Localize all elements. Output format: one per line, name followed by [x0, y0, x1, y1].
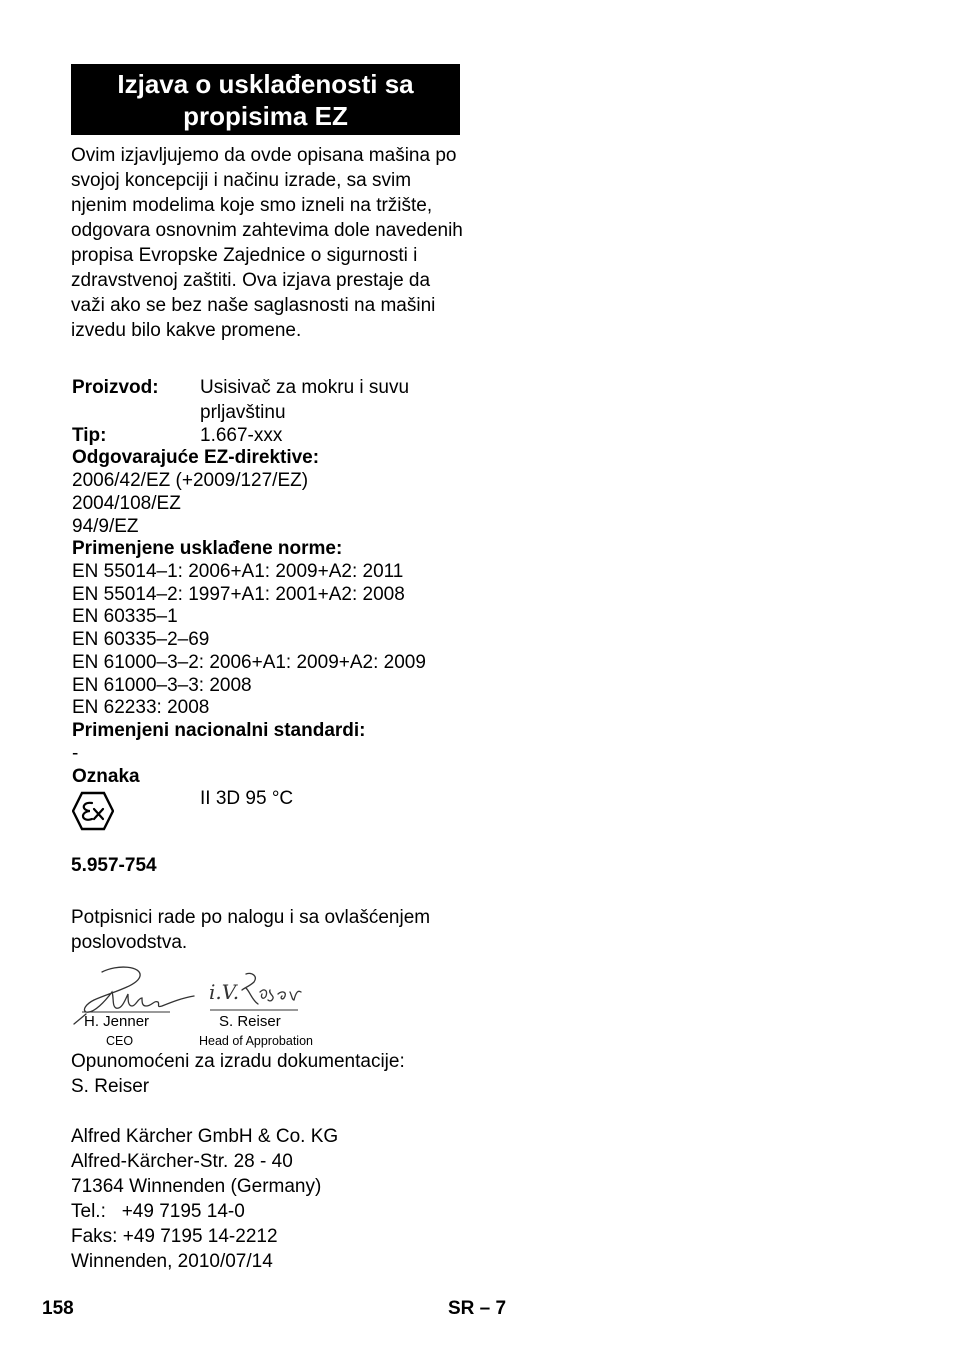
- directives-heading: Odgovarajuće EZ-direktive:: [72, 447, 320, 468]
- national-heading: Primenjeni nacionalni standardi:: [72, 720, 366, 741]
- marking-value: II 3D 95 °C: [200, 788, 294, 809]
- intro-paragraph: Ovim izjavljujemo da ovde opisana mašina po svojoj koncepciji i načinu izrade, sa svim njenim modelima koje smo izneli na tržište, odgovara osnovnim zahtevima dole navedenih propisa Evropske Zajednice o sigurnosti i zdravstvenoj zaštiti. Ova izjava prestaje da važi ako se bez naše saglasnosti na mašini izvedu bilo kakve promene.: [71, 145, 463, 341]
- norm-item: EN 55014–1: 2006+A1: 2009+A2: 2011: [72, 561, 404, 582]
- page-title: [71, 64, 460, 135]
- tel-label: Tel.:: [71, 1201, 106, 1222]
- type-label: Tip:: [72, 425, 107, 446]
- place-date: Winnenden, 2010/07/14: [71, 1251, 273, 1272]
- tel-number: +49 7195 14-0: [121, 1201, 245, 1222]
- title-line-2: propisima EZ: [183, 100, 348, 131]
- company-fax: Faks: +49 7195 14-2212: [71, 1226, 278, 1247]
- norm-item: EN 60335–1: [72, 606, 178, 627]
- signatory-name-jenner: H. Jenner: [84, 1013, 150, 1030]
- directive-item: 94/9/EZ: [72, 516, 139, 537]
- authorized-label: Opunomoćeni za izradu dokumentacije:: [71, 1051, 405, 1072]
- signature-reiser: [208, 970, 303, 1014]
- signature-prefix: i.V.: [209, 980, 240, 1004]
- norm-item: EN 61000–3–3: 2008: [72, 675, 252, 696]
- company-street: Alfred-Kärcher-Str. 28 - 40: [71, 1151, 293, 1172]
- directive-item: 2006/42/EZ (+2009/127/EZ): [72, 470, 309, 491]
- type-value: 1.667-xxx: [200, 425, 283, 446]
- product-value-2: prljavštinu: [200, 402, 286, 423]
- norm-item: EN 60335–2–69: [72, 629, 210, 650]
- title-line-1: Izjava o usklađenosti sa: [117, 68, 414, 99]
- marking-heading: Oznaka: [72, 766, 140, 787]
- product-label: Proizvod:: [72, 377, 159, 398]
- section-label: SR – 7: [448, 1298, 507, 1319]
- norm-item: EN 62233: 2008: [72, 697, 210, 718]
- national-value: -: [72, 743, 79, 764]
- document-number: 5.957-754: [71, 855, 157, 876]
- norm-item: EN 55014–2: 1997+A1: 2001+A2: 2008: [72, 584, 405, 605]
- product-value-1: Usisivač za mokru i suvu: [200, 377, 410, 398]
- ex-explosion-protection-icon: [72, 791, 114, 831]
- signatories-text-1: Potpisnici rade po nalogu i sa ovlašćenjem: [71, 907, 431, 928]
- company-city: 71364 Winnenden (Germany): [71, 1176, 322, 1197]
- page-number: 158: [42, 1298, 74, 1319]
- signatory-role-ceo: CEO: [106, 1034, 134, 1048]
- norms-heading: Primenjene usklađene norme:: [72, 538, 343, 559]
- directive-item: 2004/108/EZ: [72, 493, 181, 514]
- norm-item: EN 61000–3–2: 2006+A1: 2009+A2: 2009: [72, 652, 426, 673]
- company-name: Alfred Kärcher GmbH & Co. KG: [71, 1126, 339, 1147]
- company-tel: [71, 1199, 245, 1224]
- signatories-text-2: poslovodstva.: [71, 932, 188, 953]
- signatory-name-reiser: S. Reiser: [219, 1013, 281, 1030]
- authorized-name: S. Reiser: [71, 1076, 150, 1097]
- signatory-role-head: Head of Approbation: [199, 1034, 313, 1048]
